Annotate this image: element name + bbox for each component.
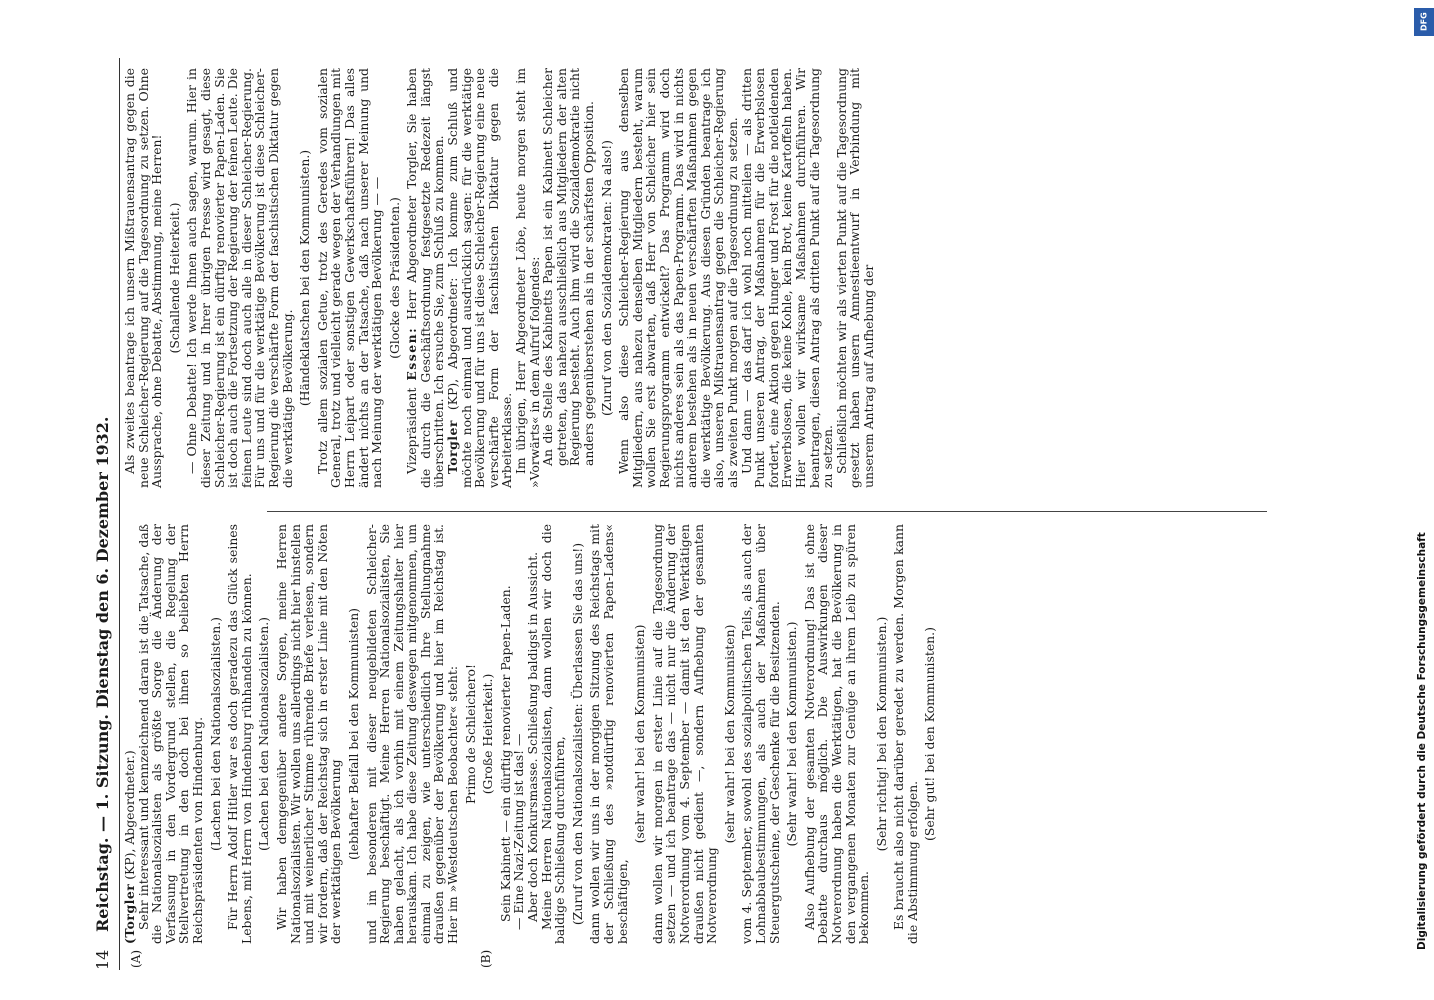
paragraph: Für Herrn Adolf Hitler war es doch geradezu das Glück seines Lebens, mit Herrn von Hindenburg rühhandeln zu können. <box>225 524 254 944</box>
speaker-name: Essen: <box>404 326 420 381</box>
paragraph: Im übrigen, Herr Abgeordneter Löbe, heute morgen steht im »Vorwärts« in dem Aufruf folgendes: <box>513 68 542 488</box>
interjection: (Zuruf von den Sozialdemokraten: Na also!) <box>598 139 614 417</box>
interjection: (Zuruf von den Nationalsozialisten: Überlassen Sie das uns!) <box>569 542 585 926</box>
speaker-party: (KP), Abgeordneter.) <box>122 750 137 880</box>
speaker-paragraph <box>446 68 514 488</box>
paragraph: Als zweites beantrage ich unsern Mißtrauensantrag gegen die neue Schleicher-Regierung auf die Tagesordnung zu setzen. Ohne Aussprache, ohne Debatte, Abstimmung, meine Herren! <box>122 68 165 488</box>
interjection: (sehr wahr! bei den Kommunisten) <box>632 624 648 844</box>
quote-headline: Primo de Schleichero! <box>462 664 478 804</box>
speaker-text: (KP), Abgeordneter: Ich komme zum Schluß und möchte noch einmal und ausdrücklich sagen: für die werktätige Bevölkerung und für uns ist diese Schleicher-Regierung eine neue verschärfte Form der faschistischen Diktatur gegen die Arbeiterklasse. <box>445 68 515 488</box>
paragraph: Wir haben demgegenüber andere Sorgen, meine Herren Nationalsozialisten. Wir wollen uns allerdings nicht hier hinstellen und mit weinerlicher Stimme rührende Briefe verlesen, sondern wir fordern, daß der Reichstag sich in erster Linie mit den Nöten der werktätigen Bevölkerung <box>273 524 344 944</box>
page-title: Reichstag. — 1. Sitzung. Dienstag den 6. Dezember 1932. <box>93 416 112 932</box>
right-column <box>123 68 1329 488</box>
interjection: (Schallende Heiterkeit.) <box>166 202 182 354</box>
rotated-page <box>89 58 1329 970</box>
paragraph: dann wollen wir uns in der morgigen Sitzung des Reichstags mit der Schließung des »notdürftig renovierten Papen-Ladens« beschäftigen, <box>587 524 630 944</box>
speaker-line <box>123 524 137 944</box>
interjection: (Große Heiterkeit.) <box>480 673 496 795</box>
speaker-text: Herr Abgeordneter Torgler, Sie haben die durch die Geschäftsordnung festgesetzte Redezeit längst überschritten. Ich ersuche Sie, zum Schluß zu kommen. <box>404 68 447 488</box>
paragraph: vom 4. September, sowohl des sozialpolitischen Teils, als auch der Lohnabbaubestimmungen, als auch der Maßnahmen über Steuergutscheine, der Geschenke für die Besitzenden. <box>739 524 782 944</box>
margin-marker-a: (A) <box>129 949 143 968</box>
speaker-title: Vizepräsident <box>404 387 420 474</box>
left-column <box>123 524 1329 944</box>
paragraph: Trotz allem sozialen Getue, trotz des Geredes vom sozialen General, trotz und vielleicht gerade wegen der Verhandlungen mit Herrn Leipart oder sonstigen Gewerkschaftsführern! Das alles ändert nichts an der Tatsache, daß nach unserer Meinung und nach Meinung der werktätigen Bevölkerung — — <box>314 68 385 488</box>
page-number: 14 <box>93 949 112 970</box>
interjection: (Händeklatschen bei den Kommunisten.) <box>297 149 313 407</box>
interjection: (Glocke des Präsidenten.) <box>386 197 402 359</box>
header-rule <box>119 58 120 970</box>
quote: Aber doch Konkursmasse. Schließung baldigst in Aussicht. <box>525 551 541 922</box>
paragraph: Sehr interessant und kennzeichnend daran ist die Tatsache, daß die Nationalsozialisten als größte Sorge die Änderung der Verfassung in den Vordergrund stellen, die Regelung der Stellvertretung in den doch bei ihnen so beliebten Herrn Reichspräsidenten von Hindenburg. <box>135 524 205 944</box>
dfg-logo: DFG <box>1414 8 1434 36</box>
quote: Sein Kabinett — ein dürftig renovierter Papen-Laden. <box>497 585 513 922</box>
interjection: (Sehr gut! bei den Kommunisten.) <box>922 627 938 841</box>
speaker-name: Torgler <box>445 420 461 474</box>
column-divider <box>267 511 1267 512</box>
interjection: (sehr wahr! bei den Kommunisten) <box>721 624 737 844</box>
paragraph: Schließlich möchten wir als vierten Punkt auf die Tagesordnung gesetzt haben unsern Amnestieentwurf in Verbindung mit unserem Antrag auf Aufhebung der <box>833 68 876 488</box>
aside: — Eine Nazi-Zeitung ist das! — <box>511 733 527 930</box>
margin-marker-b: (B) <box>479 949 493 968</box>
running-head <box>89 58 117 970</box>
speaker-paragraph <box>405 68 446 488</box>
paragraph: und im besonderen mit dieser neugebildeten Schleicher-Regierung beschäftigt. Meine Herren Nationalsozialisten, Sie haben gelacht, als ich vorhin mit einem Zeitungshalter hier herauskam. Ich habe diese Zeitung deswegen mitgenommen, um einmal zu zeigen, wie unterschiedlich Ihre Stellungnahme draußen gegenüber der Bevölkerung und hier im Reichstag ist. Hier im »Westdeutschen Beobachter« steht: <box>363 524 461 944</box>
paragraph: Es braucht also nicht darüber geredet zu werden. Morgen kann die Abstimmung erfolgen. <box>891 524 920 944</box>
paragraph: Also Aufhebung der gesamten Notverordnung! Das ist ohne Debatte durchaus möglich. Die Auswirkungen dieser Notverordnung haben die Werktätigen, hat die Bevölkerung in den vergangenen Monaten zur Genüge an ihrem Leib zu spüren bekommen. <box>801 524 872 944</box>
quote: An die Stelle des Kabinetts Papen ist ein Kabinett Schleicher getreten, das nahezu ausschließlich aus Mitgliedern der alten Regierung besteht. Auch ihm wird die Sozialdemokratie nicht anders gegenüberstehen als in der schärfsten Opposition. <box>540 68 596 466</box>
digitization-notice: Digitalisierung gefördert durch die Deutsche Forschungsgemeinschaft <box>1416 532 1428 950</box>
interjection: (Lachen bei den Nationalsozialisten.) <box>256 617 272 851</box>
interjection: (Sehr richtig! bei den Kommunisten.) <box>873 616 889 852</box>
speaker-name: (Torgler <box>122 883 137 944</box>
interjection: (Lachen bei den Nationalsozialisten.) <box>207 617 223 851</box>
paragraph: Wenn also diese Schleicher-Regierung aus denselben Mitgliedern, aus nahezu denselben Mitgliedern besteht, warum wollen Sie erst abwarten, daß Herr von Schleicher hier sein Regierungsprogramm entwickelt? Das Programm wird doch nichts anderes sein als das Papen-Programm. Das wird in nichts anderem bestehen als in neuen verschärften Maßnahmen gegen die werktätige Bevölkerung. Aus diesen Gründen beantrage ich also, unseren Mißtrauensantrag gegen die Schleicher-Regierung als zweiten Punkt morgen auf die Tagesordnung zu setzen. <box>616 68 740 488</box>
paragraph: — Ohne Debatte! Ich werde Ihnen auch sagen, warum. Hier in dieser Zeitung und in Ihrer übrigen Presse wird gesagt, diese Schleicher-Regierung ist ein dürftig renovierter Papen-Laden. Sie ist doch auch die Fortsetzung der Regierung der feinen Leute. Die feinen Leute sind doch auch alle in dieser Schleicher-Regierung. Für uns und für die werktätige Bevölkerung ist diese Schleicher-Regierung die verschärfte Form der faschistischen Diktatur gegen die werktätige Bevölkerung. <box>184 68 295 488</box>
paragraph: Meine Herren Nationalsozialisten, dann wollen wir doch die baldige Schließung durchführen, <box>538 524 568 944</box>
paragraph: dann wollen wir morgen in erster Linie auf die Tagesordnung setzen — und ich beantrage das — nicht nur die Änderung der Notverordnung vom 4. September — damit ist den Werktätigen draußen nicht gedient —, sondern Aufhebung der gesamten Notverordnung <box>649 524 720 944</box>
interjection: (Sehr wahr! bei den Kommunisten.) <box>784 621 800 847</box>
interjection: (lebhafter Beifall bei den Kommunisten) <box>345 607 361 861</box>
paragraph: Und dann — das darf ich wohl noch mitteilen — als dritten Punkt unseren Antrag, der Maßnahmen für die Erwerbslosen fordert, eine Aktion gegen Hunger und Frost für die notleidenden Erwerbslosen, die keine Kohle, kein Brot, keine Kartoffeln haben. Hier wollen wir wirksame Maßnahmen durchführen. Wir beantragen, diesen Antrag als dritten Punkt auf die Tagesordnung zu setzen. <box>738 68 836 488</box>
